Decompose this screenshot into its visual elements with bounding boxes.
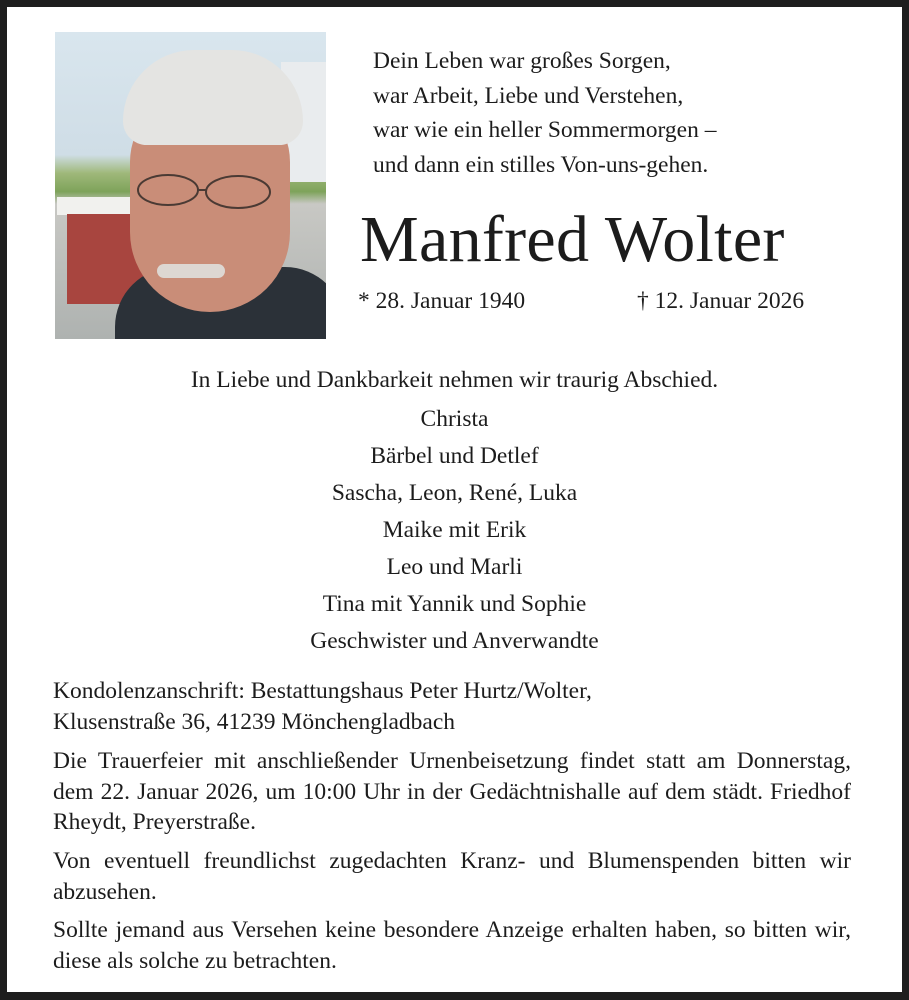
memorial-poem — [373, 44, 716, 182]
poem-line: war Arbeit, Liebe und Verstehen, — [373, 82, 684, 109]
ceremony-text: Die Trauerfeier mit anschließender Urnenbeisetzung findet statt am Donnerstag, dem 22. Januar 2026, um 10:00 Uhr in der Gedächtnishalle auf dem städt. Friedhof Rheydt, Preyerstraße. — [53, 748, 851, 835]
death-date: † 12. Januar 2026 — [637, 288, 805, 314]
photo-moustache — [157, 264, 225, 278]
mourner: Tina mit Yannik und Sophie — [322, 591, 587, 617]
mourner: Maike mit Erik — [382, 517, 527, 543]
mourner: Leo und Marli — [386, 554, 523, 580]
ceremony-paragraph — [53, 746, 851, 838]
flowers-text: Von eventuell freundlichst zugedachten Kranz- und Blumenspenden bitten wir abzusehen. — [53, 848, 851, 905]
photo-glasses — [133, 170, 283, 210]
photo-hair — [123, 50, 303, 145]
flowers-paragraph — [53, 846, 851, 907]
mourner: Bärbel und Detlef — [370, 443, 539, 469]
poem-line: war wie ein heller Sommermorgen – — [373, 117, 717, 143]
mourner: Christa — [420, 406, 489, 432]
notice-paragraph — [53, 915, 851, 976]
deceased-name: Manfred Wolter — [360, 203, 785, 276]
condolence-line: Klusenstraße 36, 41239 Mönchengladbach — [53, 708, 456, 735]
poem-line: Dein Leben war großes Sorgen, — [373, 48, 671, 74]
portrait-photo — [55, 32, 326, 339]
farewell-line: In Liebe und Dankbarkeit nehmen wir traurig Abschied. — [190, 367, 719, 393]
mourners-list — [0, 401, 909, 660]
poem-line: und dann ein stilles Von-uns-gehen. — [373, 151, 709, 178]
notice-text: Sollte jemand aus Versehen keine besondere Anzeige erhalten haben, so bitten wir, diese als solche zu betrachten. — [53, 917, 851, 974]
condolence-line: Kondolenzanschrift: Bestattungshaus Peter Hurtz/Wolter, — [53, 678, 592, 704]
mourner: Sascha, Leon, René, Luka — [331, 480, 578, 506]
birth-date: * 28. Januar 1940 — [358, 288, 526, 314]
mourner: Geschwister und Anverwandte — [310, 628, 599, 654]
condolence-address — [53, 676, 851, 737]
